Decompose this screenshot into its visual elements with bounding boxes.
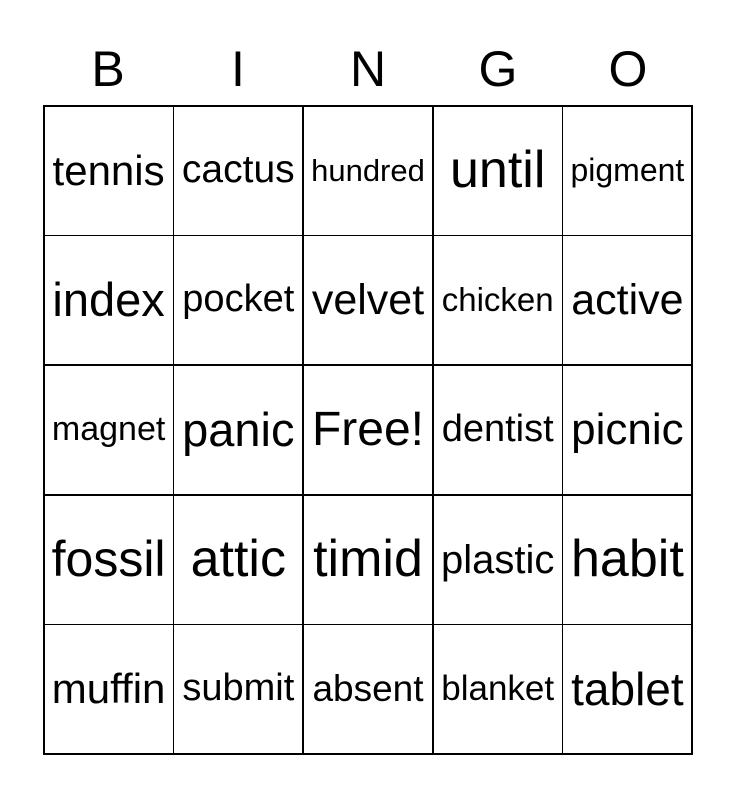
cell-word: tablet [571, 663, 684, 716]
bingo-card [43, 105, 693, 755]
bingo-cell[interactable] [434, 366, 562, 494]
cell-word: absent [312, 668, 424, 710]
cell-word: velvet [311, 275, 425, 324]
bingo-cell[interactable] [45, 236, 173, 364]
cell-word: attic [190, 530, 286, 589]
bingo-cell[interactable] [304, 625, 432, 753]
bingo-cell[interactable] [563, 107, 691, 235]
bingo-cell[interactable] [45, 107, 173, 235]
bingo-cell[interactable] [563, 236, 691, 364]
bingo-cell[interactable] [304, 236, 432, 364]
cell-word: Free! [311, 402, 424, 456]
bingo-cell[interactable] [304, 496, 432, 624]
bingo-cell[interactable] [174, 496, 302, 624]
bingo-cell[interactable] [174, 107, 302, 235]
bingo-cell[interactable] [434, 236, 562, 364]
header-letter-g: G [478, 41, 518, 97]
cell-word: fossil [51, 531, 166, 588]
bingo-cell[interactable] [434, 496, 562, 624]
free-space-cell[interactable] [304, 366, 432, 494]
header-letter-b: B [91, 41, 125, 97]
cell-word: panic [182, 403, 295, 457]
cell-word: chicken [441, 281, 554, 319]
cell-word: dentist [441, 408, 554, 451]
bingo-header [43, 38, 693, 100]
bingo-cell[interactable] [174, 625, 302, 753]
bingo-cell[interactable] [304, 107, 432, 235]
cell-word: blanket [441, 669, 555, 709]
cell-word: until [449, 141, 546, 199]
cell-word: habit [571, 530, 684, 589]
bingo-cell[interactable] [45, 496, 173, 624]
bingo-cell[interactable] [434, 107, 562, 235]
cell-word: magnet [51, 410, 166, 449]
cell-word: hundred [311, 152, 425, 188]
cell-word: pocket [182, 278, 295, 321]
cell-word: picnic [571, 404, 684, 454]
bingo-cell[interactable] [434, 625, 562, 753]
cell-word: pigment [570, 152, 685, 188]
header-letter-n: N [349, 41, 387, 97]
cell-word: plastic [441, 537, 555, 582]
bingo-cell[interactable] [45, 625, 173, 753]
bingo-cell[interactable] [174, 366, 302, 494]
bingo-cell[interactable] [45, 366, 173, 494]
bingo-cell[interactable] [563, 496, 691, 624]
cell-word: cactus [181, 148, 295, 192]
cell-word: index [52, 273, 165, 327]
bingo-cell[interactable] [563, 366, 691, 494]
cell-word: submit [182, 667, 295, 710]
bingo-cell[interactable] [174, 236, 302, 364]
cell-word: tennis [52, 146, 165, 194]
cell-word: active [571, 275, 684, 324]
header-letter-o: O [608, 41, 648, 97]
cell-word: muffin [51, 665, 166, 713]
bingo-cell[interactable] [563, 625, 691, 753]
cell-word: timid [313, 530, 423, 589]
header-letter-i: I [231, 41, 245, 97]
